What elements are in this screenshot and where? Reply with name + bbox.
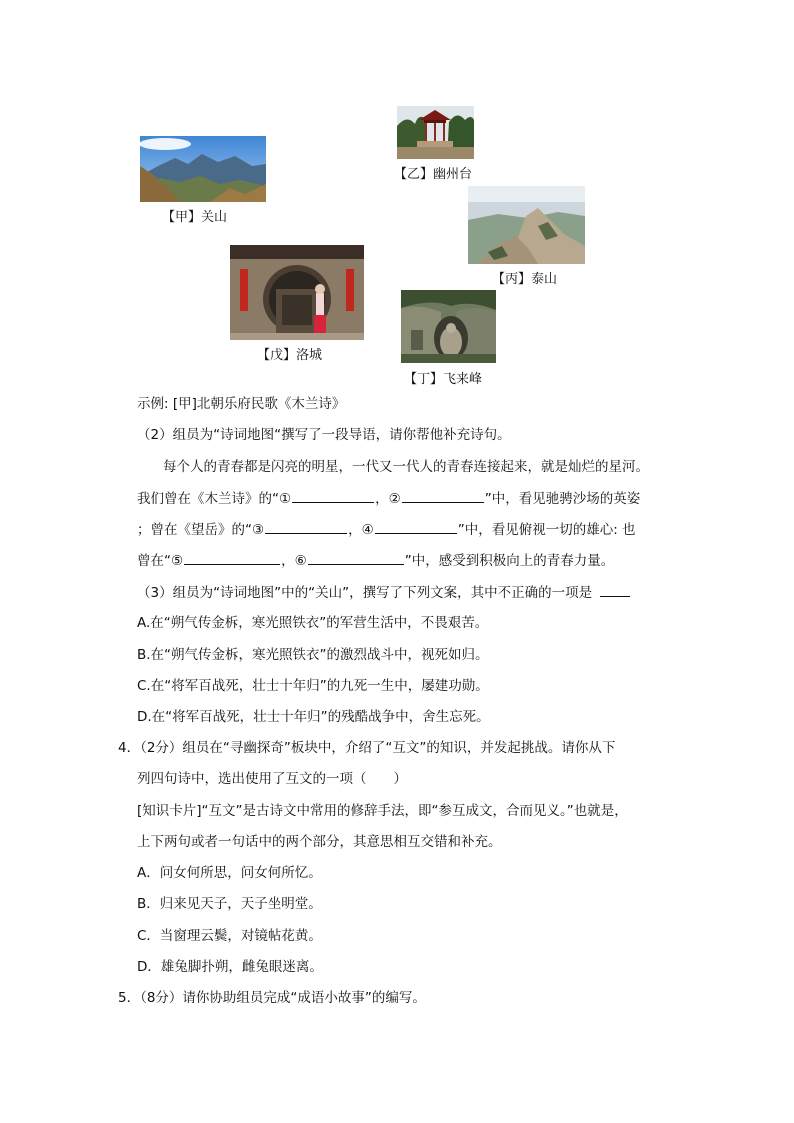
caption-taishan: 【丙】泰山 — [492, 272, 558, 287]
q4-line-1: 4．（2分）组员在“寻幽探奇”板块中，介绍了“互文”的知识，并发起挑战。请你从下 — [118, 740, 616, 756]
text-segment: ”中，看见驰骋沙场的英姿 — [484, 491, 641, 507]
answer-blank-2[interactable] — [402, 488, 484, 503]
q4-option-c[interactable]: C．当窗理云鬓，对镜帖花黄。 — [137, 928, 322, 944]
photo-taishan — [468, 186, 585, 264]
q3-3-option-a[interactable]: A.在“朔气传金柝，寒光照铁衣”的军营生活中，不畏艰苦。 — [137, 615, 489, 631]
knowledge-card-line-2: 上下两句或者一句话中的两个部分，其意思相互交错和补充。 — [137, 834, 502, 850]
comma: ， — [281, 553, 295, 569]
caption-luocheng: 【戊】洛城 — [257, 348, 323, 363]
photo-luocheng — [230, 245, 364, 340]
example-line: 示例: [甲]北朝乐府民歌《木兰诗》 — [137, 396, 346, 412]
text-segment: ”中，感受到积极向上的青春力量。 — [404, 553, 615, 569]
q3-3-option-b[interactable]: B.在“朔气传金柝，寒光照铁衣”的激烈战斗中，视死如归。 — [137, 647, 489, 663]
blank-number-6: ⑥ — [294, 553, 307, 569]
blank-number-4: ④ — [361, 522, 374, 538]
caption-feilaifeng: 【丁】飞来峰 — [404, 372, 483, 387]
q4-option-a[interactable]: A．问女何所思，问女何所忆。 — [137, 865, 322, 881]
text-segment: ；曾在《望岳》的“ — [137, 522, 252, 538]
blank-number-5: ⑤ — [171, 553, 184, 569]
q4-line-2: 列四句诗中，选出使用了互文的一项（ ） — [137, 771, 407, 787]
comma: ， — [375, 491, 389, 507]
q3-3-option-c[interactable]: C.在“将军百战死，壮士十年归”的九死一生中，屡建功勋。 — [137, 678, 489, 694]
q4-option-d[interactable]: D．雄兔脚扑朔，雌兔眼迷离。 — [137, 959, 323, 975]
q3-2-line-mulan — [137, 488, 640, 509]
caption-guanshan: 【甲】关山 — [162, 210, 228, 225]
q3-2-line-wangyue — [137, 519, 636, 540]
q3-2-intro: （2）组员为“诗词地图“撰写了一段导语，请你帮他补充诗句。 — [137, 427, 511, 443]
caption-youzhoutai: 【乙】幽州台 — [394, 167, 473, 182]
blank-number-3: ③ — [252, 522, 265, 538]
blank-number-2: ② — [388, 491, 401, 507]
blank-number-1: ① — [279, 491, 292, 507]
q3-3-intro — [137, 582, 631, 603]
q3-2-line-third — [137, 550, 614, 571]
q3-3-option-d[interactable]: D.在“将军百战死，壮士十年归”的残酷战争中，舍生忘死。 — [137, 709, 490, 725]
answer-blank-6[interactable] — [308, 550, 404, 565]
knowledge-card-line-1: [知识卡片]“互文”是古诗文中常用的修辞手法，即“参互成文，合而见义。”也就是， — [137, 803, 628, 819]
text-segment: ”中，看见俯视一切的雄心: 也 — [457, 522, 636, 538]
text-segment: 我们曾在《木兰诗》的“ — [137, 491, 279, 507]
photo-youzhoutai — [397, 106, 474, 159]
q4-option-b[interactable]: B．归来见天子，天子坐明堂。 — [137, 896, 322, 912]
q5-line-1: 5．（8分）请你协助组员完成“成语小故事”的编写。 — [118, 990, 426, 1006]
photo-guanshan — [140, 136, 266, 202]
answer-blank-3[interactable] — [265, 519, 347, 534]
answer-blank-1[interactable] — [292, 488, 374, 503]
photo-feilaifeng — [401, 290, 496, 363]
q3-2-paragraph: 每个人的青春都是闪亮的明星，一代又一代人的青春连接起来，就是灿烂的星河。 — [163, 459, 649, 475]
comma: ， — [348, 522, 362, 538]
answer-blank-5[interactable] — [184, 550, 280, 565]
text-segment: 曾在“ — [137, 553, 171, 569]
question-text: （3）组员为“诗词地图”中的“关山”，撰写了下列文案，其中不正确的一项是 — [137, 585, 593, 601]
answer-blank-4[interactable] — [375, 519, 457, 534]
answer-blank-q3-3[interactable] — [600, 582, 630, 597]
